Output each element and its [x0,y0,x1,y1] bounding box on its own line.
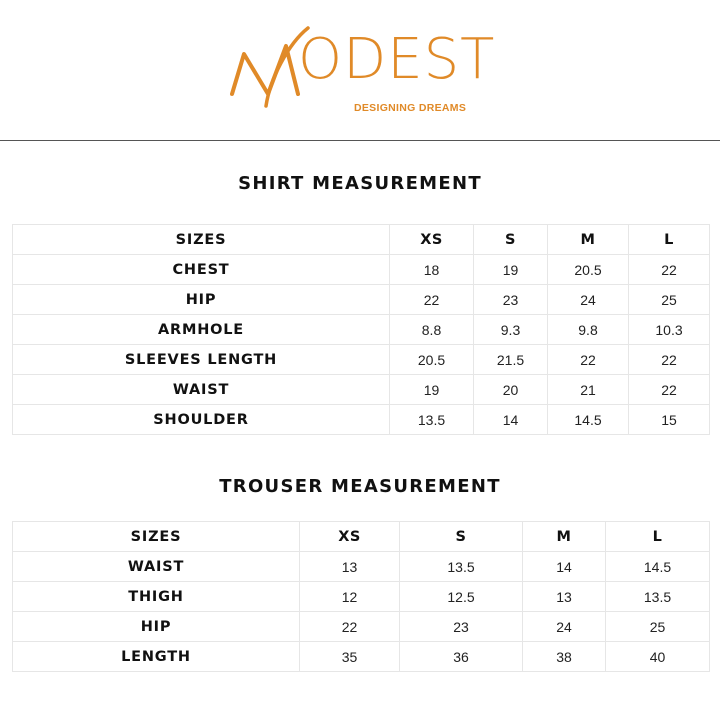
measurement-value-cell: 14 [474,405,548,435]
measurement-value-cell: 12.5 [400,582,523,612]
table-row [13,345,710,375]
measurement-value-cell: 22 [629,375,710,405]
size-header-cell: XS [300,522,400,552]
table-row [13,552,710,582]
measurement-value-cell: 40 [606,642,710,672]
size-header-cell: L [606,522,710,552]
measurement-label-cell: LENGTH [13,642,300,672]
measurement-value-cell: 23 [400,612,523,642]
size-header-cell: S [474,225,548,255]
measurement-value-cell: 14 [523,552,606,582]
measurement-value-cell: 22 [390,285,474,315]
measurement-value-cell: 9.3 [474,315,548,345]
table-row [13,405,710,435]
measurement-value-cell: 12 [300,582,400,612]
table-row [13,642,710,672]
measurement-value-cell: 23 [474,285,548,315]
shirt-section-title: SHIRT MEASUREMENT [238,173,482,194]
measurement-label-cell: CHEST [13,255,390,285]
measurement-value-cell: 20.5 [548,255,629,285]
measurement-label-cell: SLEEVES LENGTH [13,345,390,375]
measurement-value-cell: 36 [400,642,523,672]
measurement-value-cell: 18 [390,255,474,285]
measurement-value-cell: 25 [606,612,710,642]
measurement-value-cell: 19 [474,255,548,285]
shirt-measurement-table [12,224,710,435]
measurement-label-cell: THIGH [13,582,300,612]
measurement-label-cell: ARMHOLE [13,315,390,345]
table-header-row [13,225,710,255]
measurement-label-cell: SHOULDER [13,405,390,435]
logo-tagline: DESIGNING DREAMS [354,102,467,114]
table-header-row [13,522,710,552]
measurement-value-cell: 9.8 [548,315,629,345]
measurement-label-cell: HIP [13,285,390,315]
measurement-value-cell: 14.5 [548,405,629,435]
measurement-value-cell: 25 [629,285,710,315]
measurement-value-cell: 14.5 [606,552,710,582]
measurement-value-cell: 13.5 [400,552,523,582]
measurement-value-cell: 13.5 [606,582,710,612]
measurement-label-cell: HIP [13,612,300,642]
measurement-value-cell: 13 [523,582,606,612]
measurement-label-cell: WAIST [13,552,300,582]
table-row [13,315,710,345]
size-header-cell: M [523,522,606,552]
measurement-value-cell: 8.8 [390,315,474,345]
measurement-value-cell: 35 [300,642,400,672]
brand-logo [228,22,496,122]
table-row [13,582,710,612]
size-header-cell: S [400,522,523,552]
measurement-value-cell: 20 [474,375,548,405]
measurement-value-cell: 19 [390,375,474,405]
measurement-value-cell: 10.3 [629,315,710,345]
trouser-measurement-table [12,521,710,672]
sizes-header-cell: SIZES [13,225,390,255]
size-header-cell: L [629,225,710,255]
logo-wordmark: ODEST [298,27,496,92]
measurement-value-cell: 22 [300,612,400,642]
measurement-value-cell: 22 [548,345,629,375]
size-header-cell: M [548,225,629,255]
table-row [13,375,710,405]
measurement-label-cell: WAIST [13,375,390,405]
sizes-header-cell: SIZES [13,522,300,552]
measurement-value-cell: 21 [548,375,629,405]
table-row [13,612,710,642]
table-row [13,255,710,285]
measurement-value-cell: 13.5 [390,405,474,435]
measurement-value-cell: 22 [629,345,710,375]
trouser-section-title: TROUSER MEASUREMENT [219,476,501,497]
measurement-value-cell: 15 [629,405,710,435]
measurement-value-cell: 20.5 [390,345,474,375]
measurement-value-cell: 24 [548,285,629,315]
measurement-value-cell: 24 [523,612,606,642]
measurement-value-cell: 38 [523,642,606,672]
header-divider [0,140,720,141]
table-row [13,285,710,315]
size-header-cell: XS [390,225,474,255]
measurement-value-cell: 21.5 [474,345,548,375]
measurement-value-cell: 22 [629,255,710,285]
measurement-value-cell: 13 [300,552,400,582]
